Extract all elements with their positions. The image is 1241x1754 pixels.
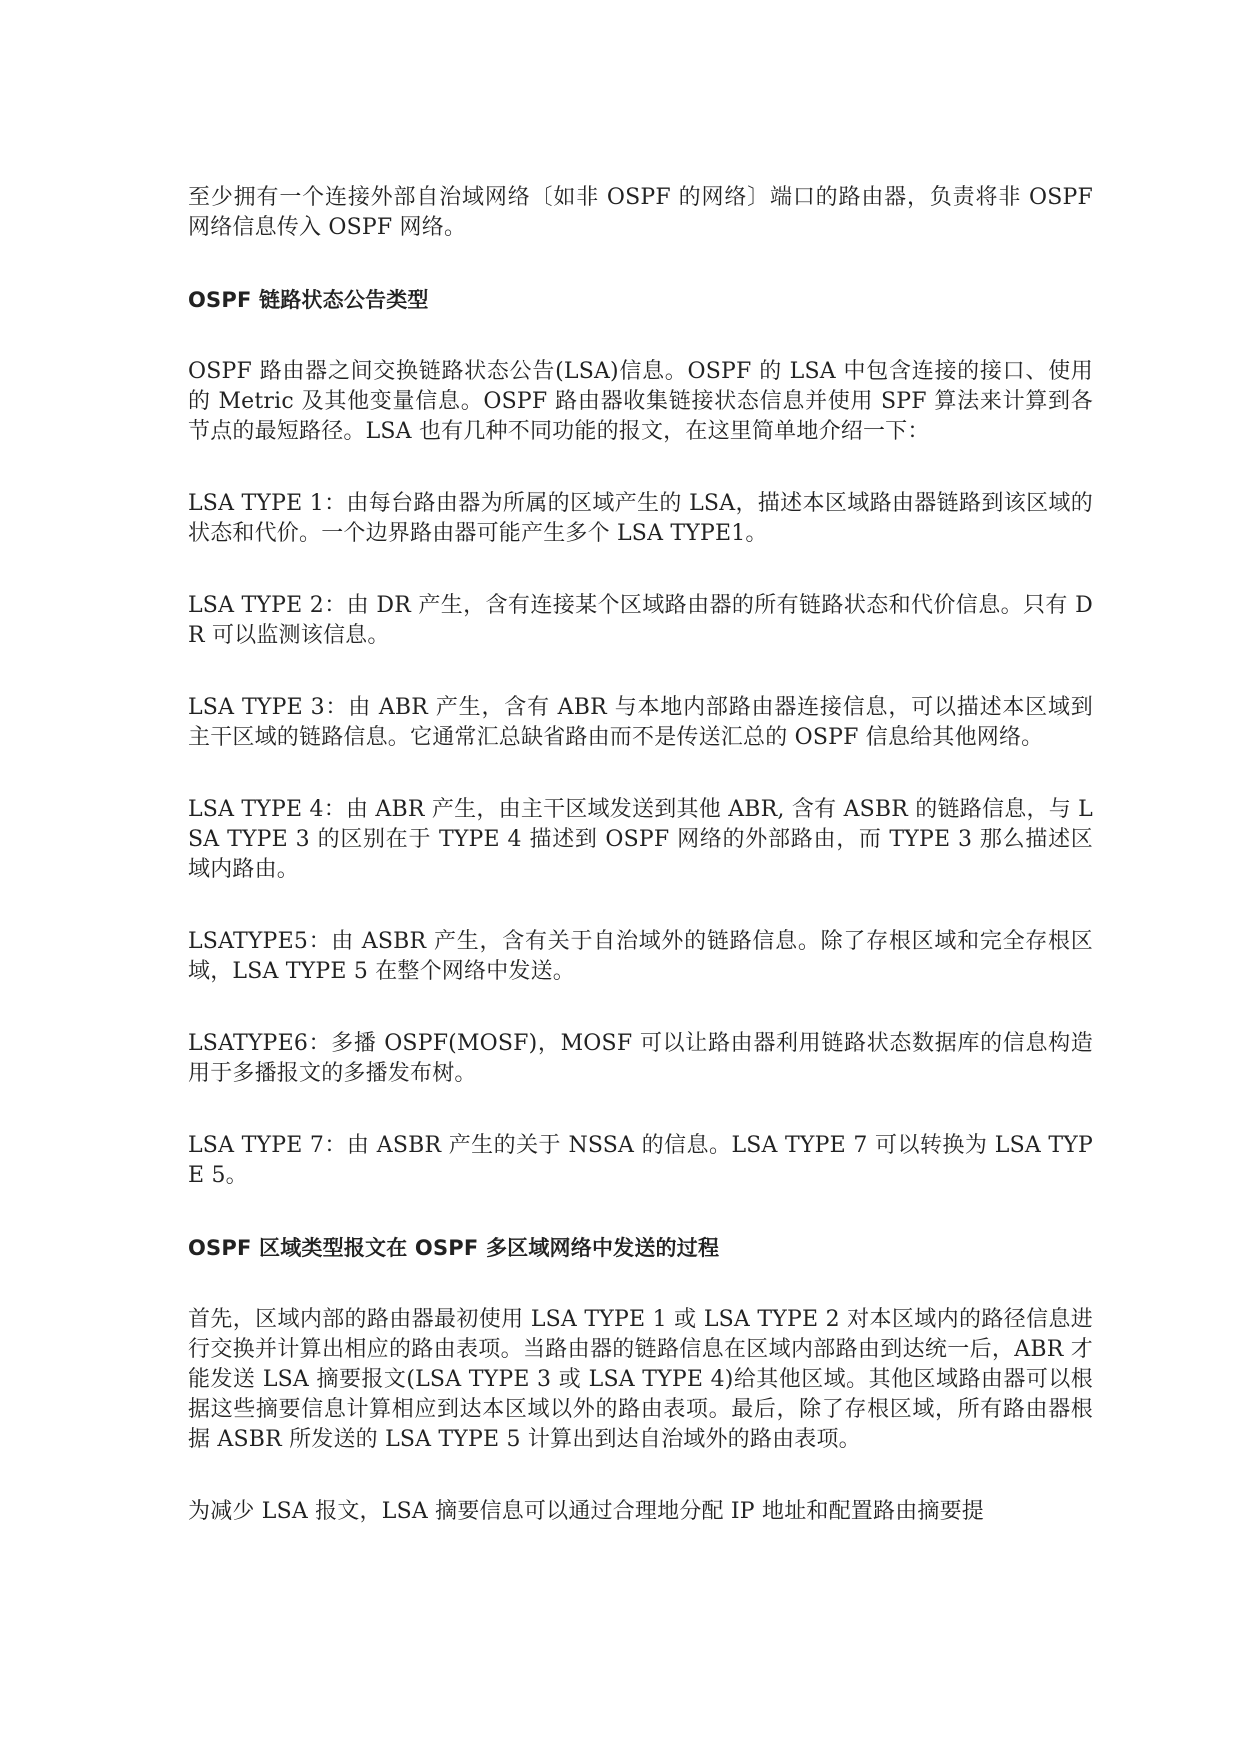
- document-page: [188, 183, 1093, 1527]
- paragraph-lsa-type-4: LSA TYPE 4：由 ABR 产生，由主干区域发送到其他 ABR, 含有 ASBR 的链路信息，与 LSA TYPE 3 的区别在于 TYPE 4 描述到 OSPF 网络的外部路由，而 TYPE 3 那么描述区域内路由。: [188, 797, 1093, 882]
- paragraph-lsa-type-5: LSATYPE5：由 ASBR 产生，含有关于自治域外的链路信息。除了存根区域和完全存根区域，LSA TYPE 5 在整个网络中发送。: [188, 929, 1093, 984]
- paragraph-lsa-reduction: 为减少 LSA 报文，LSA 摘要信息可以通过合理地分配 IP 地址和配置路由摘要提: [188, 1499, 984, 1524]
- paragraph-lsa-type-6: LSATYPE6：多播 OSPF(MOSF)，MOSF 可以让路由器利用链路状态数据库的信息构造用于多播报文的多播发布树。: [188, 1031, 1093, 1086]
- paragraph-lsa-intro: OSPF 路由器之间交换链路状态公告(LSA)信息。OSPF 的 LSA 中包含连接的接口、使用的 Metric 及其他变量信息。OSPF 路由器收集链接状态信息并使用 SPF 算法来计算到各节点的最短路径。LSA 也有几种不同功能的报文，在这里简单地介绍一下：: [188, 359, 1093, 444]
- paragraph-lsa-type-1: LSA TYPE 1：由每台路由器为所属的区域产生的 LSA，描述本区域路由器链路到该区域的状态和代价。一个边界路由器可能产生多个 LSA TYPE1。: [188, 491, 1093, 546]
- heading-multi-area-process: OSPF 区域类型报文在 OSPF 多区域网络中发送的过程: [188, 1236, 720, 1260]
- paragraph-process-description: 首先，区域内部的路由器最初使用 LSA TYPE 1 或 LSA TYPE 2 对本区域内的路径信息进行交换并计算出相应的路由表项。当路由器的链路信息在区域内部路由到达统一后，ABR 才能发送 LSA 摘要报文(LSA TYPE 3 或 LSA TYPE 4)给其他区域。其他区域路由器可以根据这些摘要信息计算相应到达本区域以外的路由表项。最后，除了存根区域，所有路由器根据 ASBR 所发送的 LSA TYPE 5 计算出到达自治域外的路由表项。: [188, 1307, 1093, 1452]
- paragraph-lsa-type-7: LSA TYPE 7：由 ASBR 产生的关于 NSSA 的信息。LSA TYPE 7 可以转换为 LSA TYPE 5。: [188, 1133, 1093, 1188]
- paragraph-lsa-type-2: LSA TYPE 2：由 DR 产生，含有连接某个区域路由器的所有链路状态和代价信息。只有 DR 可以监测该信息。: [188, 593, 1093, 648]
- paragraph-lsa-type-3: LSA TYPE 3：由 ABR 产生，含有 ABR 与本地内部路由器连接信息，可以描述本区域到主干区域的链路信息。它通常汇总缺省路由而不是传送汇总的 OSPF 信息给其他网络。: [188, 695, 1093, 750]
- paragraph-asbr-definition: 至少拥有一个连接外部自治域网络〔如非 OSPF 的网络〕端口的路由器，负责将非 OSPF 网络信息传入 OSPF 网络。: [188, 185, 1093, 240]
- heading-lsa-types: OSPF 链路状态公告类型: [188, 288, 429, 312]
